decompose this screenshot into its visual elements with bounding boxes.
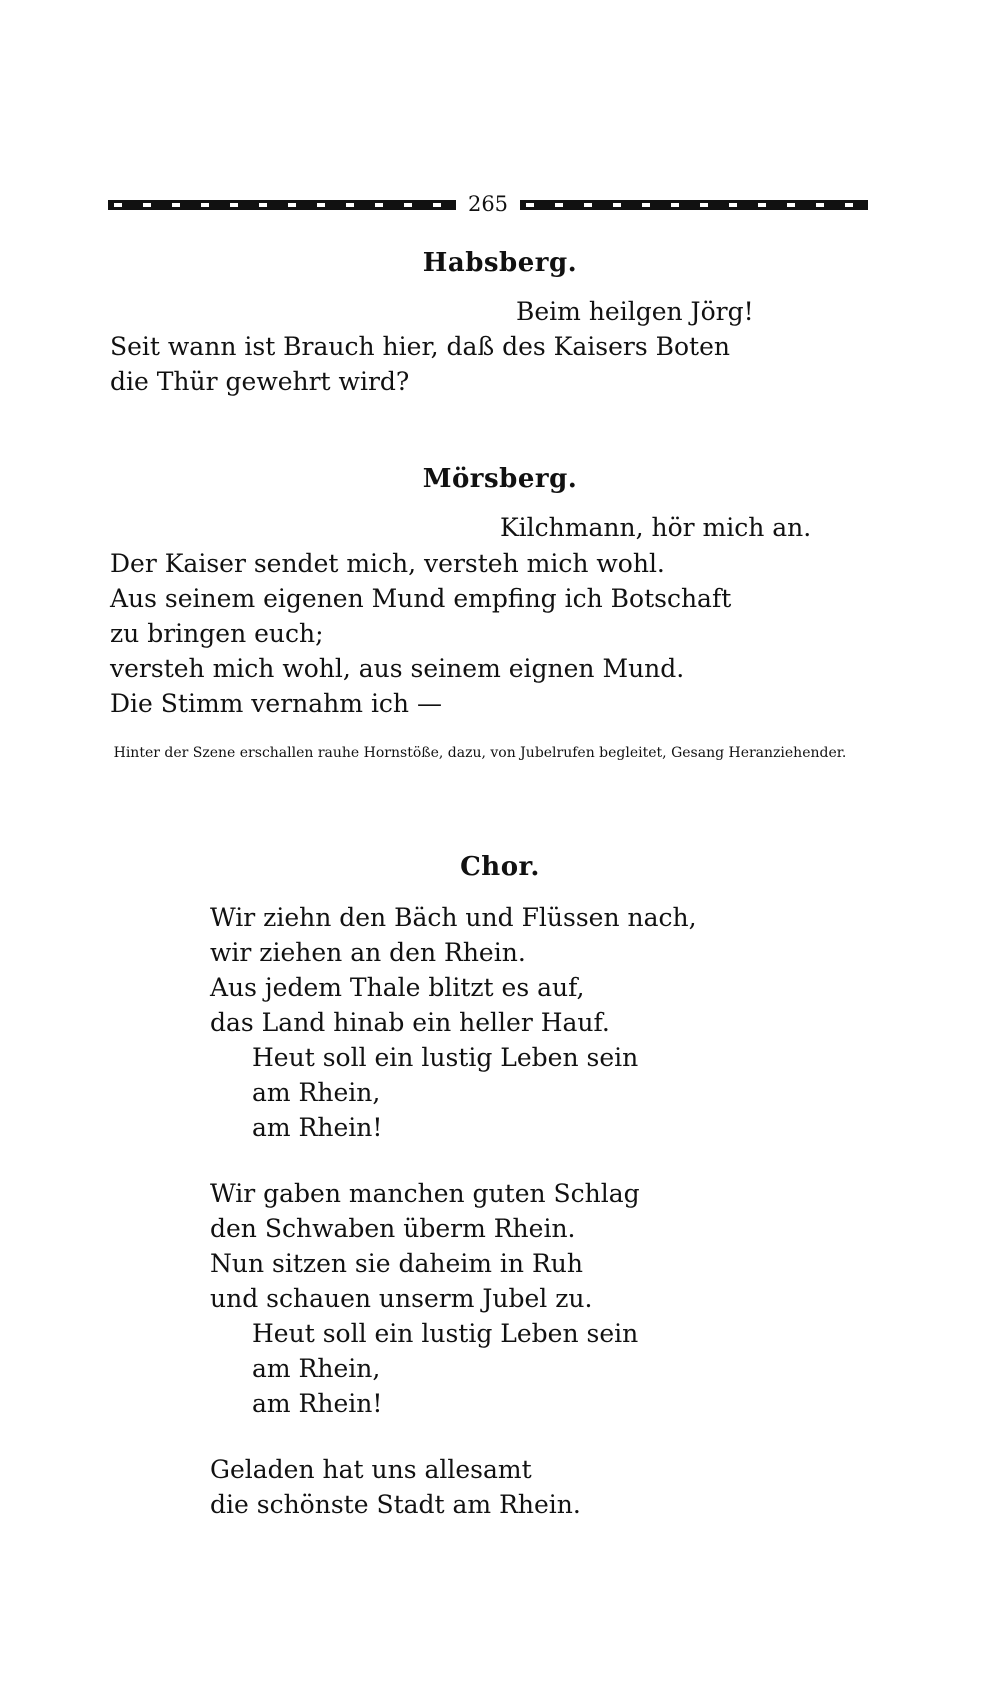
verse-line: Die Stimm vernahm ich — (110, 689, 442, 718)
verse-line: Der Kaiser sendet mich, versteh mich wohl. (110, 549, 665, 578)
verse-line: zu bringen euch; (110, 619, 324, 648)
stage-direction: Hinter der Szene erschallen rauhe Hornstöße, dazu, von Jubelrufen begleitet, Gesang Heranziehender. (113, 745, 847, 761)
verse-line: Kilchmann, hör mich an. (500, 513, 812, 542)
page-number: 265 (467, 192, 509, 216)
verse-line: am Rhein! (252, 1113, 383, 1142)
speaker-moersberg: Mörsberg. (422, 464, 578, 494)
ornament-border-right-icon (520, 198, 868, 212)
verse-line: am Rhein, (252, 1078, 381, 1107)
verse-line: die Thür gewehrt wird? (110, 367, 410, 396)
speaker-chor: Chor. (460, 852, 540, 882)
verse-line: am Rhein! (252, 1389, 383, 1418)
verse-line: Nun sitzen sie daheim in Ruh (210, 1249, 583, 1278)
verse-line: Wir gaben manchen guten Schlag (210, 1179, 640, 1208)
verse-line: die schönste Stadt am Rhein. (210, 1490, 581, 1519)
verse-line: Beim heilgen Jörg! (516, 297, 754, 326)
verse-line: Heut soll ein lustig Leben sein (252, 1319, 639, 1348)
speaker-habsberg: Habsberg. (422, 248, 578, 278)
ornament-border-left-icon (108, 198, 456, 212)
verse-line: das Land hinab ein heller Hauf. (210, 1008, 610, 1037)
verse-line: und schauen unserm Jubel zu. (210, 1284, 593, 1313)
verse-line: am Rhein, (252, 1354, 381, 1383)
verse-line: Geladen hat uns allesamt (210, 1455, 532, 1484)
verse-line: versteh mich wohl, aus seinem eignen Mund. (110, 654, 685, 683)
page-header (108, 192, 868, 218)
verse-line: Wir ziehn den Bäch und Flüssen nach, (210, 903, 697, 932)
verse-line: Aus seinem eigenen Mund empfing ich Botschaft (110, 584, 732, 613)
verse-line: Heut soll ein lustig Leben sein (252, 1043, 639, 1072)
verse-line: Aus jedem Thale blitzt es auf, (210, 973, 585, 1002)
verse-line: den Schwaben überm Rhein. (210, 1214, 576, 1243)
verse-line: wir ziehen an den Rhein. (210, 938, 526, 967)
verse-line: Seit wann ist Brauch hier, daß des Kaisers Boten (110, 332, 730, 361)
